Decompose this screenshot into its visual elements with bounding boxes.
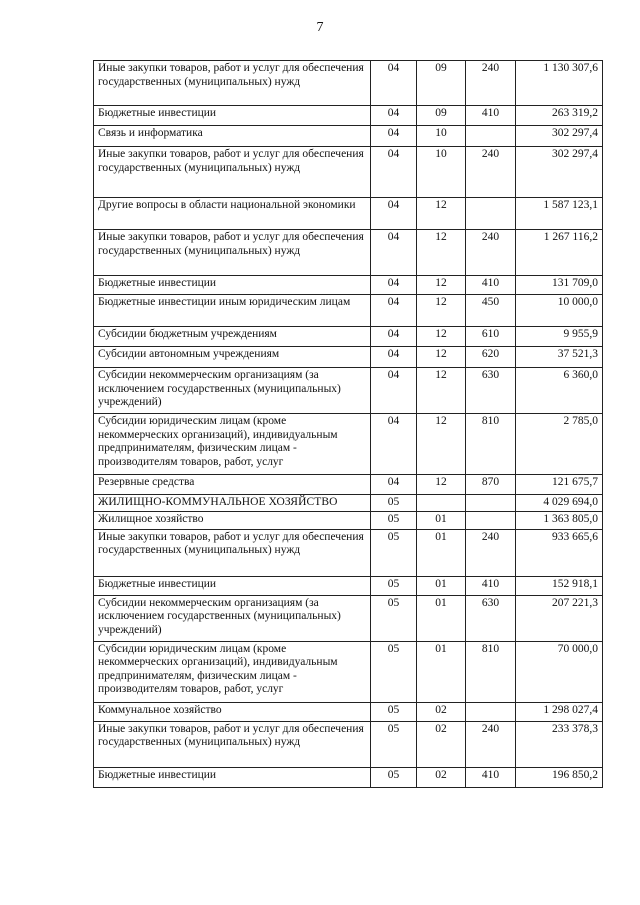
- row-expense-type: 610: [466, 327, 516, 347]
- row-subsection: 12: [417, 230, 466, 276]
- table-row: [94, 368, 603, 414]
- row-amount: 196 850,2: [516, 767, 603, 787]
- row-amount: 131 709,0: [516, 276, 603, 295]
- row-name: Бюджетные инвестиции: [94, 576, 371, 595]
- row-section: 05: [371, 767, 417, 787]
- row-subsection: 01: [417, 641, 466, 702]
- table-row: [94, 347, 603, 368]
- row-amount: 152 918,1: [516, 576, 603, 595]
- row-section: 04: [371, 347, 417, 368]
- row-name: Субсидии некоммерческим организациям (за исключением государственных (муниципальных) учреждений): [94, 368, 371, 414]
- table-row: [94, 147, 603, 198]
- row-expense-type: 410: [466, 576, 516, 595]
- row-amount: 4 029 694,0: [516, 495, 603, 512]
- row-subsection: 12: [417, 368, 466, 414]
- table-row: [94, 767, 603, 787]
- row-section: 05: [371, 595, 417, 641]
- row-name: Бюджетные инвестиции: [94, 276, 371, 295]
- row-expense-type: 410: [466, 106, 516, 126]
- table-row: [94, 230, 603, 276]
- row-subsection: 12: [417, 198, 466, 230]
- row-name: Субсидии юридическим лицам (кроме некоммерческих организаций), индивидуальным предпринимателям, физическим лицам - производителям товаров, работ, услуг: [94, 414, 371, 475]
- row-amount: 9 955,9: [516, 327, 603, 347]
- row-expense-type: 630: [466, 368, 516, 414]
- row-section: 04: [371, 61, 417, 106]
- table-row: [94, 475, 603, 495]
- row-amount: 302 297,4: [516, 147, 603, 198]
- row-name: Иные закупки товаров, работ и услуг для обеспечения государственных (муниципальных) нужд: [94, 230, 371, 276]
- table-row: [94, 641, 603, 702]
- table-row: [94, 126, 603, 147]
- table-row: [94, 295, 603, 327]
- row-section: 04: [371, 106, 417, 126]
- row-subsection: 02: [417, 721, 466, 767]
- row-section: 05: [371, 721, 417, 767]
- row-amount: 1 363 805,0: [516, 511, 603, 529]
- row-expense-type: 240: [466, 61, 516, 106]
- table-row: [94, 106, 603, 126]
- row-name: Субсидии бюджетным учреждениям: [94, 327, 371, 347]
- row-subsection: 12: [417, 327, 466, 347]
- row-section: 04: [371, 295, 417, 327]
- row-amount: 121 675,7: [516, 475, 603, 495]
- row-section: 05: [371, 576, 417, 595]
- row-section: 05: [371, 495, 417, 512]
- row-expense-type: [466, 702, 516, 721]
- row-section: 05: [371, 641, 417, 702]
- row-name: Связь и информатика: [94, 126, 371, 147]
- row-amount: 1 267 116,2: [516, 230, 603, 276]
- row-section: 04: [371, 327, 417, 347]
- row-amount: 37 521,3: [516, 347, 603, 368]
- row-subsection: 02: [417, 702, 466, 721]
- row-amount: 933 665,6: [516, 529, 603, 576]
- row-subsection: 10: [417, 126, 466, 147]
- row-name: Иные закупки товаров, работ и услуг для обеспечения государственных (муниципальных) нужд: [94, 529, 371, 576]
- row-subsection: 12: [417, 475, 466, 495]
- row-expense-type: 630: [466, 595, 516, 641]
- row-subsection: 02: [417, 767, 466, 787]
- row-expense-type: 410: [466, 276, 516, 295]
- row-subsection: [417, 495, 466, 512]
- budget-table: [93, 60, 603, 788]
- row-section: 05: [371, 529, 417, 576]
- row-amount: 1 298 027,4: [516, 702, 603, 721]
- row-name: Другие вопросы в области национальной экономики: [94, 198, 371, 230]
- row-section: 04: [371, 414, 417, 475]
- row-name: Бюджетные инвестиции: [94, 106, 371, 126]
- table-row: [94, 576, 603, 595]
- row-expense-type: [466, 198, 516, 230]
- row-name: Субсидии автономным учреждениям: [94, 347, 371, 368]
- row-subsection: 10: [417, 147, 466, 198]
- table-row: [94, 511, 603, 529]
- row-amount: 233 378,3: [516, 721, 603, 767]
- row-amount: 1 587 123,1: [516, 198, 603, 230]
- row-subsection: 01: [417, 576, 466, 595]
- row-amount: 70 000,0: [516, 641, 603, 702]
- row-subsection: 12: [417, 276, 466, 295]
- row-subsection: 01: [417, 595, 466, 641]
- row-amount: 6 360,0: [516, 368, 603, 414]
- table-row: [94, 702, 603, 721]
- table-row: [94, 414, 603, 475]
- row-expense-type: 870: [466, 475, 516, 495]
- row-amount: 2 785,0: [516, 414, 603, 475]
- page-number: 7: [316, 20, 324, 35]
- table-row: [94, 61, 603, 106]
- table-row: [94, 529, 603, 576]
- row-name: Коммунальное хозяйство: [94, 702, 371, 721]
- row-amount: 207 221,3: [516, 595, 603, 641]
- row-section: 05: [371, 702, 417, 721]
- row-expense-type: 810: [466, 641, 516, 702]
- table-row: [94, 721, 603, 767]
- row-amount: 302 297,4: [516, 126, 603, 147]
- row-section: 04: [371, 126, 417, 147]
- row-expense-type: 240: [466, 721, 516, 767]
- row-section: 04: [371, 230, 417, 276]
- row-section: 04: [371, 475, 417, 495]
- row-expense-type: [466, 495, 516, 512]
- table-row: [94, 595, 603, 641]
- row-expense-type: 620: [466, 347, 516, 368]
- row-expense-type: [466, 511, 516, 529]
- row-subsection: 09: [417, 61, 466, 106]
- row-section: 05: [371, 511, 417, 529]
- row-subsection: 09: [417, 106, 466, 126]
- row-subsection: 12: [417, 347, 466, 368]
- table-row: [94, 495, 603, 512]
- row-expense-type: 410: [466, 767, 516, 787]
- row-expense-type: 810: [466, 414, 516, 475]
- row-name: Иные закупки товаров, работ и услуг для обеспечения государственных (муниципальных) нужд: [94, 147, 371, 198]
- table-row: [94, 198, 603, 230]
- row-section: 04: [371, 276, 417, 295]
- row-section: 04: [371, 198, 417, 230]
- row-subsection: 01: [417, 529, 466, 576]
- row-subsection: 01: [417, 511, 466, 529]
- row-name: Иные закупки товаров, работ и услуг для обеспечения государственных (муниципальных) нужд: [94, 721, 371, 767]
- row-section: 04: [371, 368, 417, 414]
- row-name: Жилищное хозяйство: [94, 511, 371, 529]
- row-name: Бюджетные инвестиции иным юридическим лицам: [94, 295, 371, 327]
- row-name: ЖИЛИЩНО-КОММУНАЛЬНОЕ ХОЗЯЙСТВО: [94, 495, 371, 512]
- row-subsection: 12: [417, 414, 466, 475]
- row-amount: 263 319,2: [516, 106, 603, 126]
- row-subsection: 12: [417, 295, 466, 327]
- row-expense-type: 240: [466, 230, 516, 276]
- row-name: Иные закупки товаров, работ и услуг для обеспечения государственных (муниципальных) нужд: [94, 61, 371, 106]
- row-name: Субсидии некоммерческим организациям (за исключением государственных (муниципальных) учреждений): [94, 595, 371, 641]
- row-name: Бюджетные инвестиции: [94, 767, 371, 787]
- row-amount: 1 130 307,6: [516, 61, 603, 106]
- row-section: 04: [371, 147, 417, 198]
- row-expense-type: 240: [466, 529, 516, 576]
- table-row: [94, 276, 603, 295]
- row-name: Субсидии юридическим лицам (кроме некоммерческих организаций), индивидуальным предпринимателям, физическим лицам - производителям товаров, работ, услуг: [94, 641, 371, 702]
- row-expense-type: 450: [466, 295, 516, 327]
- row-expense-type: 240: [466, 147, 516, 198]
- row-amount: 10 000,0: [516, 295, 603, 327]
- row-expense-type: [466, 126, 516, 147]
- row-name: Резервные средства: [94, 475, 371, 495]
- table-row: [94, 327, 603, 347]
